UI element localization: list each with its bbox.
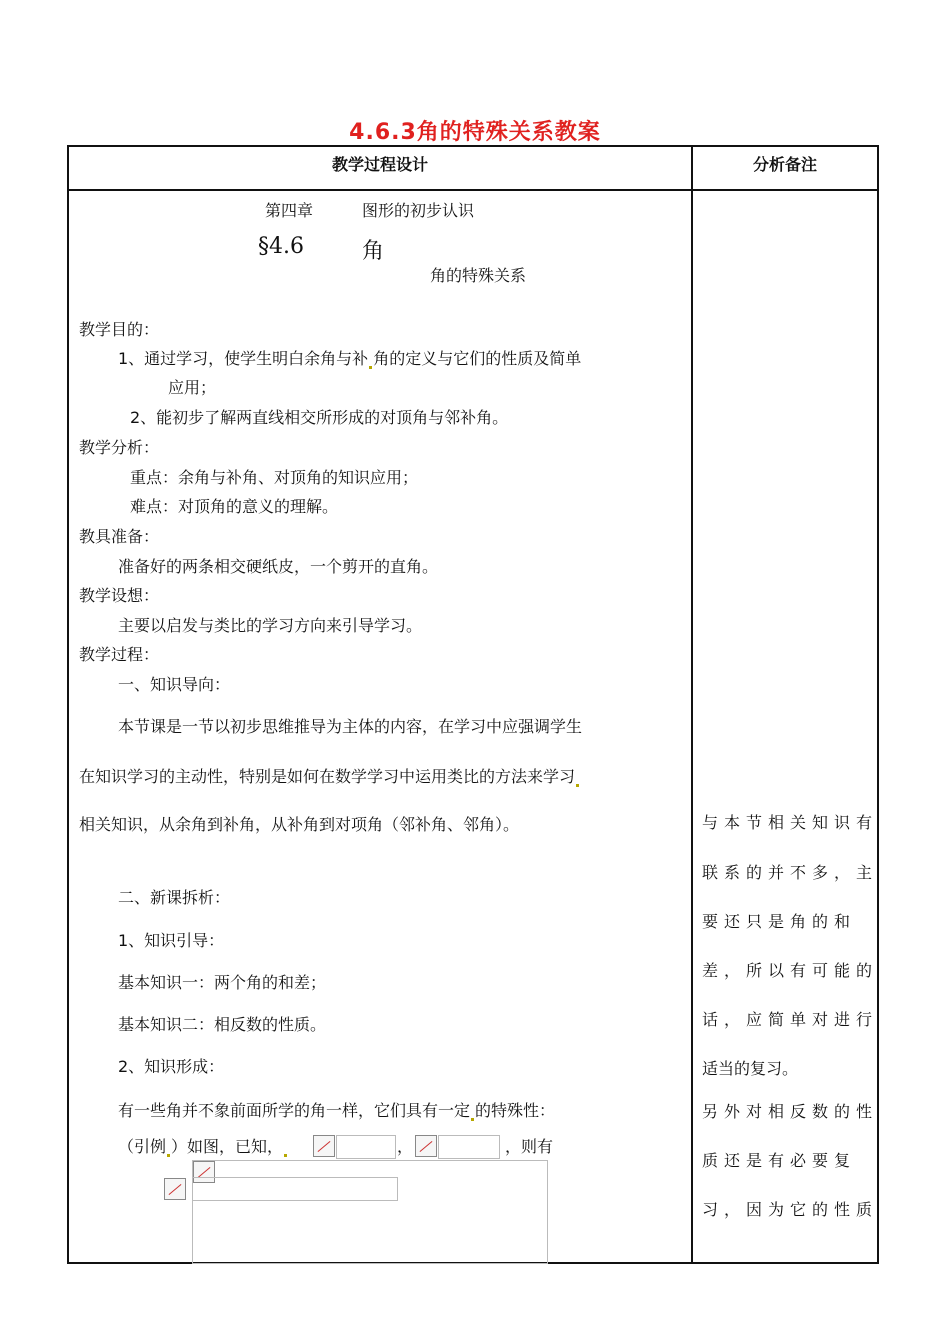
formula-placeholder — [192, 1177, 398, 1201]
note-line: 话，应简单对进行 — [702, 1010, 879, 1029]
basic-knowledge-2: 基本知识二：相反数的性质。 — [118, 1015, 327, 1034]
goals-heading: 教学目的： — [79, 320, 160, 339]
idea-text: 主要以启发与类比的学习方向来引导学习。 — [118, 616, 423, 635]
note-line: 另外对相反数的性 — [702, 1102, 879, 1121]
goal-1: 1、通过学习，使学生明白余角与补 角的定义与它们的性质及简单 — [118, 349, 582, 368]
lesson-table — [67, 145, 879, 1264]
part-2-heading: 二、新课拆析： — [118, 888, 231, 907]
paragraph-3: 相关知识，从余角到补角，从补角到对项角（邻补角、邻角）。 — [79, 815, 520, 834]
key-point: 重点：余角与补角、对顶角的知识应用； — [130, 468, 419, 487]
note-line: 习，因为它的性质 — [702, 1200, 879, 1219]
tools-heading: 教具准备： — [79, 527, 160, 546]
broken-image-icon — [164, 1178, 186, 1200]
header-divider — [69, 189, 877, 191]
formula-placeholder — [336, 1135, 396, 1159]
section-name: 角 — [362, 239, 385, 264]
example-text: （引例 ）如图，已知， — [118, 1134, 288, 1157]
note-line: 联系的并不多，主 — [702, 863, 879, 882]
paragraph-4: 有一些角并不象前面所学的角一样，它们具有一定 的特殊性： — [118, 1101, 556, 1120]
sub-1-heading: 1、知识引导： — [118, 931, 225, 950]
paragraph-1: 本节课是一节以初步思维推导为主体的内容，在学习中应强调学生 — [118, 717, 583, 736]
note-line: 差，所以有可能的 — [702, 961, 879, 980]
analysis-heading: 教学分析： — [79, 438, 160, 457]
chapter-number: 第四章 — [265, 201, 314, 220]
paragraph-2: 在知识学习的主动性，特别是如何在数学学习中运用类比的方法来学习 — [79, 764, 580, 787]
idea-heading: 教学设想： — [79, 586, 160, 605]
document-title: 4.6.3角的特殊关系教案 — [349, 120, 601, 145]
then-text: ，则有 — [505, 1137, 554, 1156]
part-1-heading: 一、知识导向： — [118, 675, 231, 694]
column-divider — [691, 147, 693, 1262]
broken-image-icon — [313, 1135, 335, 1157]
section-number: §4.6 — [258, 234, 304, 259]
note-line: 与本节相关知识有 — [702, 813, 879, 832]
chapter-name: 图形的初步认识 — [362, 201, 475, 220]
difficulty: 难点：对顶角的意义的理解。 — [130, 497, 339, 516]
basic-knowledge-1: 基本知识一：两个角的和差； — [118, 973, 327, 992]
goal-2: 2、能初步了解两直线相交所形成的对顶角与邻补角。 — [130, 408, 509, 427]
sub-2-heading: 2、知识形成： — [118, 1057, 225, 1076]
tools-text: 准备好的两条相交硬纸皮，一个剪开的直角。 — [118, 557, 439, 576]
formula-placeholder — [438, 1135, 500, 1159]
broken-image-icon — [415, 1135, 437, 1157]
header-process-design: 教学过程设计 — [331, 155, 428, 174]
comma-separator: ， — [397, 1137, 414, 1156]
note-line: 质还是有必要复 — [702, 1151, 857, 1170]
figure-placeholder — [192, 1160, 548, 1264]
goal-1-cont: 应用； — [168, 378, 217, 397]
section-subtitle: 角的特殊关系 — [430, 266, 527, 285]
note-line: 要还只是角的和 — [702, 912, 857, 931]
process-heading: 教学过程： — [79, 645, 160, 664]
note-line: 适当的复习。 — [702, 1059, 799, 1078]
header-analysis-notes: 分析备注 — [752, 155, 817, 174]
